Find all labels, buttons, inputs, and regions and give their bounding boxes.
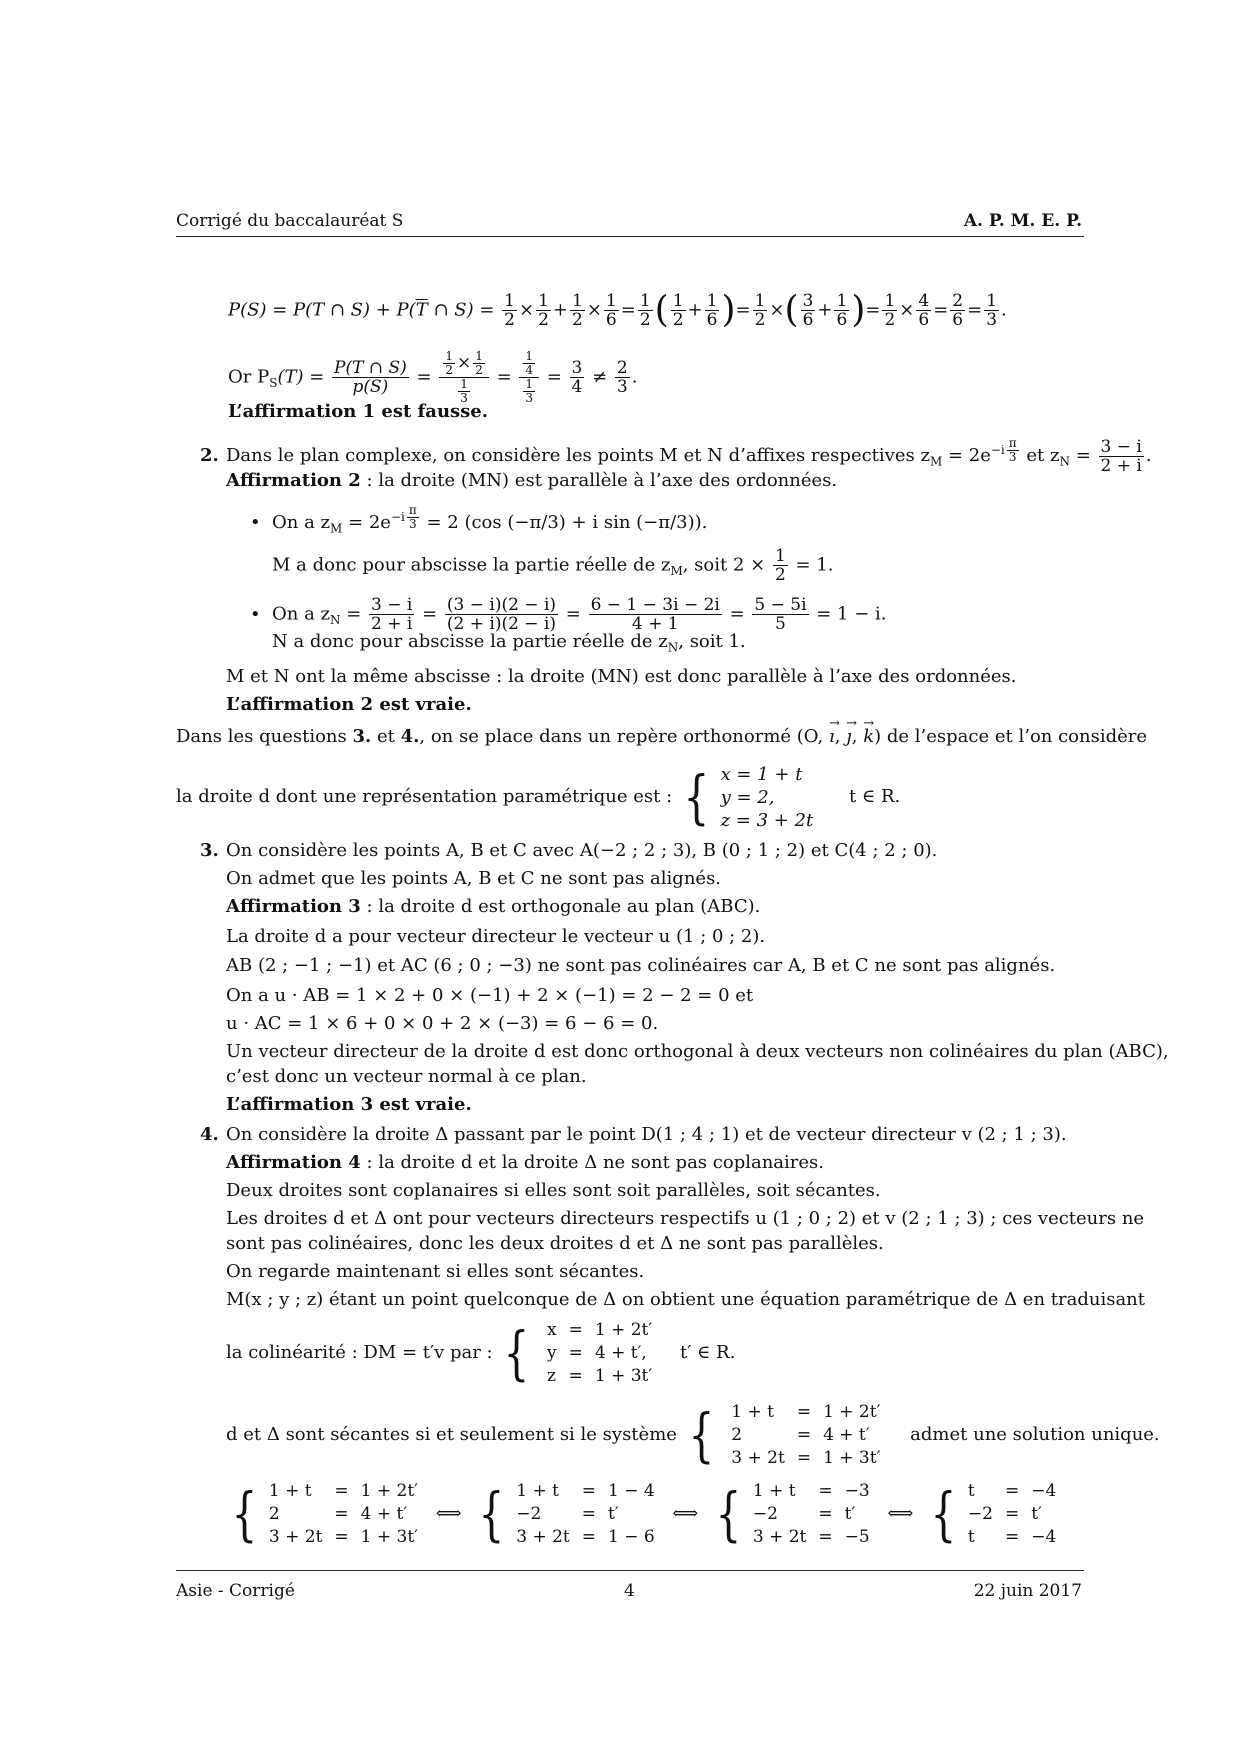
- q2-summary: M et N ont la même abscisse : la droite (MN) est donc parallèle à l’axe des ordonnées.: [226, 666, 1017, 687]
- q2-b2-l2a: N a donc pour abscisse la partie réelle de z: [272, 631, 668, 652]
- q4-line9: d et Δ sont sécantes si et seulement si le système { 1 + t = 1 + 2t′ 2 = 4 + t′ 3 + 2t = 1 + 3t′ admet une solution unique.: [226, 1401, 1160, 1469]
- q4-line5: sont pas colinéaires, donc les deux droites d et Δ ne sont pas parallèles.: [226, 1233, 884, 1254]
- intro34-c: et: [371, 726, 401, 747]
- q1-conclusion: L’affirmation 1 est fausse.: [228, 401, 489, 422]
- q3-aff-text: : la droite d est orthogonale au plan (ABC).: [360, 896, 761, 917]
- q3-line8: Un vecteur directeur de la droite d est donc orthogonal à deux vecteurs non colinéaires du plan (ABC),: [226, 1041, 1169, 1062]
- q2-b1-l1b: = 2e: [342, 512, 391, 533]
- system-row: [747, 1480, 876, 1503]
- system-row: [510, 1503, 660, 1526]
- q4-system-delta: [541, 1319, 658, 1388]
- system-cell: 1 + t: [731, 1401, 774, 1422]
- q2-bullet1-line1: • On a $z_M = 2e^{-i \frac{\pi}{3}}$ = 2 (cos (−π/3) + i sin (−π/3)).: [250, 503, 708, 536]
- system-cell: =: [568, 1319, 583, 1340]
- q3-affirmation: [226, 896, 760, 918]
- intro34-d: 4.: [400, 726, 420, 747]
- q1-ps-tbar: $\overline{T}$: [415, 299, 428, 321]
- q2-bullet2-line1: • On a $z_N$ = $\frac{3 - i}{2 + i}$ = $\frac{(3 - i)(2 - i)}{(2 + i)(2 - i)}$ = $\frac{6 - 1 - 3i - 2i}{4 + 1}$ = $\frac{5 - 5i}{5}$ = 1 − i.: [250, 595, 887, 634]
- q4-number: 4.: [200, 1124, 219, 1145]
- q3-line7: u · AC = 1 × 6 + 0 × 0 + 2 × (−3) = 6 − 6 = 0.: [226, 1013, 659, 1034]
- q1-or-sub: S: [269, 376, 278, 391]
- system-cell: 1 + 2t′: [594, 1319, 653, 1340]
- q2-affirmation: [226, 470, 837, 492]
- q3-line1: [200, 840, 937, 862]
- q4-system-step2: [510, 1480, 660, 1549]
- intro34-line1: Dans les questions 3. et 4., on se place dans un repère orthonormé (O, → ı, → ȷ, → k) de l’espace et l’on considère: [176, 726, 1147, 748]
- q4-l1: On considère la droite Δ passant par le point D(1 ; 4 ; 1) et de vecteur directeur v (2 ; 1 ; 3).: [226, 1124, 1067, 1145]
- system-cell: =: [1004, 1503, 1020, 1524]
- q2-bullet2-line2: N a donc pour abscisse la partie réelle de $z_N$, soit 1.: [272, 631, 746, 655]
- system-cell: 4 + t′: [360, 1503, 408, 1524]
- q4-line4: Les droites d et Δ ont pour vecteurs directeurs respectifs u (1 ; 0 ; 2) et v (2 ; 1 ; 3) ; ces vecteurs ne: [226, 1208, 1145, 1229]
- q4-system-step1: [263, 1480, 424, 1549]
- system-cell: 1 + t: [516, 1480, 559, 1501]
- equiv-symbol-3: ⟺: [887, 1503, 914, 1524]
- q2-aff-text: : la droite (MN) est parallèle à l’axe des ordonnées.: [360, 470, 838, 491]
- intro34-sys-z: z = 3 + 2t: [720, 809, 814, 831]
- system-row: [747, 1526, 876, 1549]
- header-rule: [176, 236, 1084, 237]
- intro34-line2-text: la droite d dont une représentation paramétrique est :: [176, 786, 673, 807]
- system-cell: 1 + 2t′: [360, 1480, 419, 1501]
- q4-aff-label: Affirmation 4: [226, 1152, 361, 1173]
- system-cell: =: [568, 1342, 583, 1363]
- q2-b1-l1a: On a z: [272, 512, 331, 533]
- system-cell: 3 + 2t: [752, 1526, 807, 1547]
- q2-b2-l2b: , soit 1.: [678, 631, 746, 652]
- intro34-f: ) de l’espace et l’on considère: [874, 726, 1148, 747]
- system-row: [725, 1424, 886, 1447]
- system-cell: −2: [516, 1503, 542, 1524]
- system-cell: 1 + t: [752, 1480, 796, 1501]
- header-left: Corrigé du baccalauréat S: [176, 211, 404, 231]
- intro34-line2: la droite d dont une représentation paramétrique est : { x = 1 + t y = 2, z = 3 + 2t t ∈ R.: [176, 763, 901, 831]
- system-cell: 2: [731, 1424, 743, 1445]
- intro34-sys-x: x = 1 + t: [720, 763, 803, 785]
- q2-b1-l2a: M a donc pour abscisse la partie réelle de z: [272, 554, 671, 576]
- intro34-e: , on se place dans un repère orthonormé (O,: [419, 726, 829, 747]
- q2-statement-b: = 2e: [942, 445, 991, 466]
- system-cell: =: [818, 1480, 833, 1501]
- q4-equivalence-chain: { 1 + t = 1 + 2t′ 2 = 4 + t′ 3 + 2t = 1 + 3t′ ⟺ { 1 + t = 1 − 4 −2 = t′ 3 + 2t = 1 − 6 ⟺ { 1 + t = −3 −2 = t′ 3 + 2t = −5 ⟺ { t = −4 −2 = t′ t = −4: [226, 1476, 1062, 1552]
- q4-line1: [200, 1124, 1067, 1146]
- q2-statement-d: =: [1069, 445, 1091, 466]
- system-row: [541, 1319, 658, 1342]
- footer-page-number: 4: [624, 1581, 635, 1601]
- q1-ps-equation: P(S) = P(T ∩ $S) + P(\overline{T}$ ∩ S) = $\frac{1}{2}$ × $\frac{1}{2}$ + $\frac{1}{2}$ × $\frac{1}{6}$ = $\frac{1}{2}$ ( $\frac{1}{2}$ + $\frac{1}{6}$ )= $\frac{1}{2}$ ×( $\frac{3}{6}$ + $\frac{1}{6}$ )= $\frac{1}{2}$ × $\frac{4}{6}$ = $\frac{2}{6}$ = $\frac{1}{3}$ .: [228, 289, 1007, 331]
- system-cell: =: [796, 1447, 812, 1468]
- system-cell: −5: [844, 1526, 870, 1547]
- system-cell: 3 + 2t: [516, 1526, 570, 1547]
- q1-ps-lhs: P(S) = P(T ∩ S) + P(: [228, 299, 416, 321]
- q4-line8: la colinéarité : DM = t′v par : { x = 1 + 2t′ y = 4 + t′, z = 1 + 3t′ t′ ∈ R.: [226, 1319, 736, 1387]
- q3-line9: c’est donc un vecteur normal à ce plan.: [226, 1066, 587, 1087]
- system-row: [962, 1503, 1062, 1526]
- system-cell: 1 + 3t′: [594, 1365, 653, 1386]
- q4-affirmation: [226, 1152, 824, 1174]
- q4-line3: Deux droites sont coplanaires si elles sont soit parallèles, soit sécantes.: [226, 1180, 881, 1201]
- system-row: [263, 1480, 424, 1503]
- system-cell: x: [547, 1319, 557, 1340]
- q3-line2: On admet que les points A, B et C ne sont pas alignés.: [226, 868, 722, 889]
- q4-l9a: d et Δ sont sécantes si et seulement si le système: [226, 1424, 677, 1445]
- system-row: [541, 1365, 658, 1388]
- q2-conclusion: L’affirmation 2 est vraie.: [226, 694, 472, 715]
- system-cell: =: [1004, 1526, 1020, 1547]
- system-cell: 2: [268, 1503, 280, 1524]
- footer-right: 22 juin 2017: [973, 1581, 1082, 1601]
- system-cell: t′: [844, 1503, 856, 1524]
- system-cell: 1 + 3t′: [360, 1526, 419, 1547]
- footer-rule: [176, 1570, 1084, 1571]
- system-cell: =: [334, 1503, 349, 1524]
- q2-statement: 2. Dans le plan complexe, on considère les points M et N d’affixes respectives $z_M = 2e^{-i \frac{\pi}{3}}$ et $z_N$ = $\frac{3 - i}{2 + i}$ .: [200, 436, 1152, 476]
- system-cell: 4 + t′: [823, 1424, 870, 1445]
- q3-l1: On considère les points A, B et C avec A(−2 ; 2 ; 3), B (0 ; 1 ; 2) et C(4 ; 2 ; 0).: [226, 840, 938, 861]
- q3-line4: La droite d a pour vecteur directeur le vecteur u (1 ; 0 ; 2).: [226, 926, 766, 947]
- system-cell: =: [581, 1526, 596, 1547]
- q3-conclusion: L’affirmation 3 est vraie.: [226, 1094, 472, 1115]
- q4-system-main: [725, 1401, 886, 1470]
- q2-statement-a: Dans le plan complexe, on considère les points M et N d’affixes respectives z: [226, 445, 930, 466]
- system-cell: −2: [967, 1503, 993, 1524]
- system-row: [263, 1503, 424, 1526]
- system-cell: 3 + 2t: [268, 1526, 323, 1547]
- q4-l9b: admet une solution unique.: [910, 1424, 1160, 1445]
- system-row: [725, 1447, 886, 1470]
- system-cell: =: [568, 1365, 583, 1386]
- system-cell: =: [818, 1526, 833, 1547]
- system-cell: =: [796, 1401, 812, 1422]
- q3-number: 3.: [200, 840, 219, 861]
- system-cell: =: [796, 1424, 812, 1445]
- system-cell: =: [334, 1480, 349, 1501]
- q4-sysD-domain: t′ ∈ R.: [679, 1342, 736, 1363]
- q2-statement-c: et z: [1020, 445, 1060, 466]
- system-cell: 4 + t′,: [594, 1342, 647, 1363]
- q4-system-step4: [962, 1480, 1062, 1549]
- system-row: [510, 1480, 660, 1503]
- system-cell: 1 − 6: [608, 1526, 655, 1547]
- system-cell: −3: [844, 1480, 870, 1501]
- system-cell: t′: [1031, 1503, 1042, 1524]
- system-cell: t: [967, 1480, 975, 1501]
- system-row: [747, 1503, 876, 1526]
- q2-aff-label: Affirmation 2: [226, 470, 361, 491]
- equiv-symbol-1: ⟺: [435, 1503, 462, 1524]
- q1-or-rest: (T) =: [277, 366, 325, 388]
- q3-line6: On a u · AB = 1 × 2 + 0 × (−1) + 2 × (−1) = 2 − 2 = 0 et: [226, 985, 754, 1006]
- q2-b1-l2b: , soit 2 ×: [682, 554, 766, 576]
- system-cell: −2: [752, 1503, 778, 1524]
- system-cell: =: [581, 1480, 596, 1501]
- q4-line6: On regarde maintenant si elles sont sécantes.: [226, 1261, 645, 1282]
- q3-aff-label: Affirmation 3: [226, 896, 361, 917]
- q1-or-text: Or P: [228, 366, 270, 388]
- q4-l8-text: la colinéarité : DM = t′v par :: [226, 1342, 493, 1363]
- system-cell: 1 − 4: [608, 1480, 655, 1501]
- intro34-domain: t ∈ R.: [848, 786, 901, 807]
- q1-or-line: Or $P_S(T)$ = $\frac{P(T \cap S)}{p(S)}$ = $\frac{1}{2}$ × $\frac{1}{2}$ $\frac{1}{3}$ = $\frac{\frac{1}{4}}{\frac{1}{3}}$ = $\frac{3}{4}$ ≠ $\frac{2}{3}$ .: [228, 349, 638, 405]
- q4-aff-text: : la droite d et la droite Δ ne sont pas coplanaires.: [360, 1152, 824, 1173]
- intro34-b: 3.: [352, 726, 372, 747]
- system-cell: t′: [608, 1503, 619, 1524]
- q2-number: 2.: [200, 445, 219, 466]
- q3-line5: AB (2 ; −1 ; −1) et AC (6 ; 0 ; −3) ne sont pas colinéaires car A, B et C ne sont pas alignés.: [226, 955, 1056, 976]
- system-cell: 3 + 2t: [731, 1447, 785, 1468]
- system-cell: 1 + t: [268, 1480, 312, 1501]
- system-cell: −4: [1031, 1480, 1057, 1501]
- footer-left: Asie - Corrigé: [176, 1581, 295, 1601]
- system-row: [725, 1401, 886, 1424]
- system-cell: =: [581, 1503, 596, 1524]
- system-cell: t: [967, 1526, 975, 1547]
- system-cell: 1 + 2t′: [823, 1401, 881, 1422]
- system-row: [263, 1526, 424, 1549]
- q1-ps-rest: ∩ S) =: [427, 299, 495, 321]
- system-cell: y: [547, 1342, 557, 1363]
- q2-b2-l1-end: = 1 − i.: [816, 603, 887, 625]
- intro34-sys-y: y = 2,: [720, 786, 775, 808]
- system-cell: 1 + 3t′: [823, 1447, 881, 1468]
- intro34-a: Dans les questions: [176, 726, 353, 747]
- system-cell: −4: [1031, 1526, 1057, 1547]
- system-row: [962, 1480, 1062, 1503]
- q2-b1-l1c: = 2 (cos (−π/3) + i sin (−π/3)).: [420, 512, 708, 533]
- system-cell: =: [818, 1503, 833, 1524]
- system-row: [510, 1526, 660, 1549]
- q4-line7: M(x ; y ; z) étant un point quelconque de Δ on obtient une équation paramétrique de Δ en traduisant: [226, 1289, 1146, 1310]
- system-row: [541, 1342, 658, 1365]
- q4-system-step3: [747, 1480, 876, 1549]
- system-cell: =: [1004, 1480, 1020, 1501]
- system-row: [962, 1526, 1062, 1549]
- q2-b1-l2c: = 1.: [795, 554, 834, 576]
- q2-bullet1-line2: M a donc pour abscisse la partie réelle de $z_M$, soit 2 × $\frac{1}{2}$ = 1.: [272, 546, 834, 585]
- system-cell: =: [334, 1526, 349, 1547]
- header-right: A. P. M. E. P.: [963, 211, 1082, 231]
- system-cell: z: [547, 1365, 556, 1386]
- equiv-symbol-2: ⟺: [672, 1503, 699, 1524]
